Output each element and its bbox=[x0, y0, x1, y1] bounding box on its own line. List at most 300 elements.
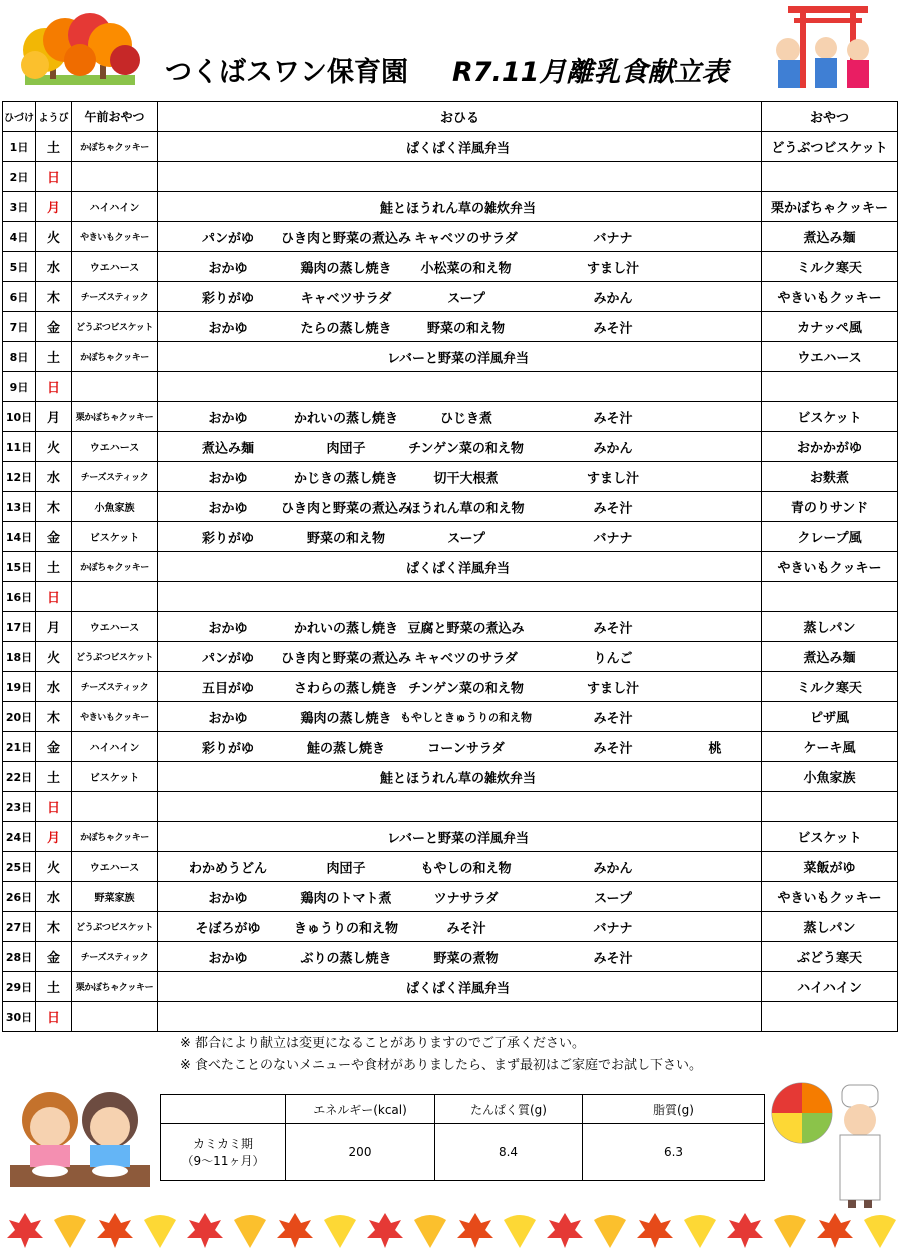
cell-morning-snack: ウエハース bbox=[72, 252, 158, 282]
header-day: ひづけ bbox=[3, 102, 36, 132]
cell-lunch bbox=[158, 582, 762, 612]
cell-day: 15日 bbox=[3, 552, 36, 582]
cell-morning-snack bbox=[72, 582, 158, 612]
header-lunch: おひる bbox=[158, 102, 762, 132]
cell-afternoon-snack: ウエハース bbox=[762, 342, 898, 372]
cell-lunch bbox=[158, 612, 762, 642]
cell-day: 24日 bbox=[3, 822, 36, 852]
lunch-item: 豆腐と野菜の煮込み bbox=[407, 621, 525, 636]
stage-name: カミカミ期 bbox=[192, 1137, 253, 1151]
cell-weekday: 金 bbox=[36, 312, 72, 342]
cell-weekday: 土 bbox=[36, 342, 72, 372]
table-row bbox=[3, 552, 898, 582]
cell-morning-snack bbox=[72, 792, 158, 822]
lunch-item: 鶏肉のトマト煮 bbox=[300, 891, 392, 906]
lunch-item: 五目がゆ bbox=[201, 681, 255, 696]
lunch-combined: レバーと野菜の洋風弁当 bbox=[386, 831, 530, 846]
table-row bbox=[3, 1002, 898, 1032]
autumn-tree-illustration bbox=[5, 5, 155, 93]
lunch-item: おかゆ bbox=[208, 471, 248, 486]
lunch-item: みそ汁 bbox=[593, 951, 633, 966]
lunch-item: おかゆ bbox=[208, 891, 248, 906]
cell-afternoon-snack: 煮込み麺 bbox=[762, 222, 898, 252]
lunch-item: 野菜の和え物 bbox=[426, 321, 506, 336]
cell-afternoon-snack: 青のりサンド bbox=[762, 492, 898, 522]
leaf-icon bbox=[277, 1213, 313, 1248]
nutrition-blank-cell bbox=[161, 1095, 286, 1124]
cell-day: 10日 bbox=[3, 402, 36, 432]
cell-day: 29日 bbox=[3, 972, 36, 1002]
cell-morning-snack: 栗かぼちゃクッキー bbox=[72, 972, 158, 1002]
cell-day: 16日 bbox=[3, 582, 36, 612]
cell-weekday: 火 bbox=[36, 432, 72, 462]
cell-day: 19日 bbox=[3, 672, 36, 702]
cell-lunch bbox=[158, 702, 762, 732]
nutrition-header: たんぱく質(g) bbox=[435, 1095, 583, 1124]
cell-afternoon-snack: 煮込み麺 bbox=[762, 642, 898, 672]
cell-weekday: 土 bbox=[36, 552, 72, 582]
cell-day: 3日 bbox=[3, 192, 36, 222]
cell-morning-snack: ハイハイン bbox=[72, 192, 158, 222]
cell-day: 30日 bbox=[3, 1002, 36, 1032]
cell-weekday: 木 bbox=[36, 912, 72, 942]
cell-afternoon-snack bbox=[762, 372, 898, 402]
lunch-item: かれいの蒸し焼き bbox=[293, 411, 399, 426]
lunch-item: おかゆ bbox=[208, 261, 248, 276]
lunch-combined: ぱくぱく洋風弁当 bbox=[405, 141, 511, 156]
lunch-combined: 鮭とほうれん草の雑炊弁当 bbox=[379, 201, 537, 216]
cell-lunch bbox=[158, 282, 762, 312]
lunch-combined: レバーと野菜の洋風弁当 bbox=[386, 351, 530, 366]
leaf-icon bbox=[414, 1215, 446, 1248]
cell-afternoon-snack: 菜飯がゆ bbox=[762, 852, 898, 882]
lunch-item: ツナサラダ bbox=[433, 891, 499, 906]
table-row bbox=[3, 912, 898, 942]
leaf-icon bbox=[367, 1213, 403, 1248]
table-row bbox=[3, 402, 898, 432]
cell-lunch bbox=[158, 312, 762, 342]
cell-afternoon-snack bbox=[762, 1002, 898, 1032]
table-row bbox=[3, 462, 898, 492]
lunch-item: 小松菜の和え物 bbox=[420, 261, 512, 276]
header-morning-snack: 午前おやつ bbox=[72, 102, 158, 132]
nutrition-value: 6.3 bbox=[583, 1124, 765, 1181]
cell-afternoon-snack: ミルク寒天 bbox=[762, 672, 898, 702]
lunch-item: キャベツサラダ bbox=[300, 291, 392, 306]
table-row bbox=[3, 792, 898, 822]
lunch-item: ひき肉と野菜の煮込み bbox=[280, 231, 412, 246]
lunch-item: チンゲン菜の和え物 bbox=[408, 441, 524, 456]
cell-day: 23日 bbox=[3, 792, 36, 822]
lunch-item: りんご bbox=[593, 651, 633, 666]
table-row bbox=[3, 942, 898, 972]
cell-morning-snack: 小魚家族 bbox=[72, 492, 158, 522]
lunch-item: ひき肉と野菜の煮込み bbox=[280, 651, 412, 666]
leaf-icon bbox=[684, 1215, 716, 1248]
lunch-item: もやしときゅうりの和え物 bbox=[400, 710, 532, 724]
leaf-icon bbox=[324, 1215, 356, 1248]
cell-lunch bbox=[158, 882, 762, 912]
cell-afternoon-snack: 小魚家族 bbox=[762, 762, 898, 792]
note-line: ※ 食べたことのないメニューや食材がありましたら、まず最初はご家庭でお試し下さい。 bbox=[180, 1058, 703, 1073]
lunch-item: みそ汁 bbox=[446, 921, 486, 936]
cell-day: 21日 bbox=[3, 732, 36, 762]
cell-day: 9日 bbox=[3, 372, 36, 402]
nutrition-value: 8.4 bbox=[435, 1124, 583, 1181]
table-header-row bbox=[3, 102, 898, 132]
table-row bbox=[3, 222, 898, 252]
cell-lunch bbox=[158, 522, 762, 552]
cell-afternoon-snack: ピザ風 bbox=[762, 702, 898, 732]
cell-morning-snack: ウエハース bbox=[72, 432, 158, 462]
leaf-icon bbox=[457, 1213, 493, 1248]
lunch-item: みそ汁 bbox=[593, 321, 633, 336]
cell-lunch bbox=[158, 672, 762, 702]
lunch-item: おかゆ bbox=[208, 501, 248, 516]
lunch-item: おかゆ bbox=[208, 951, 248, 966]
cell-afternoon-snack: お麩煮 bbox=[762, 462, 898, 492]
cell-weekday: 日 bbox=[36, 1002, 72, 1032]
lunch-item: きゅうりの和え物 bbox=[293, 921, 399, 936]
cell-day: 4日 bbox=[3, 222, 36, 252]
lunch-item: 彩りがゆ bbox=[201, 741, 255, 756]
cell-afternoon-snack: どうぶつビスケット bbox=[762, 132, 898, 162]
cell-weekday: 土 bbox=[36, 132, 72, 162]
lunch-item: スープ bbox=[447, 531, 485, 546]
cell-afternoon-snack: ハイハイン bbox=[762, 972, 898, 1002]
lunch-combined: 鮭とほうれん草の雑炊弁当 bbox=[379, 771, 537, 786]
cell-morning-snack: ウエハース bbox=[72, 612, 158, 642]
lunch-item: おかゆ bbox=[208, 621, 248, 636]
cell-morning-snack: ウエハース bbox=[72, 852, 158, 882]
nutrition-table bbox=[160, 1094, 765, 1181]
cell-day: 1日 bbox=[3, 132, 36, 162]
cell-morning-snack: かぼちゃクッキー bbox=[72, 552, 158, 582]
cell-day: 13日 bbox=[3, 492, 36, 522]
table-row bbox=[3, 522, 898, 552]
cell-weekday: 木 bbox=[36, 282, 72, 312]
cell-afternoon-snack: カナッペ風 bbox=[762, 312, 898, 342]
school-name: つくばスワン保育園 bbox=[165, 57, 408, 88]
cell-afternoon-snack: ぶどう寒天 bbox=[762, 942, 898, 972]
lunch-item: 肉団子 bbox=[326, 861, 366, 876]
cell-day: 22日 bbox=[3, 762, 36, 792]
table-row bbox=[3, 132, 898, 162]
table-row bbox=[3, 312, 898, 342]
lunch-item: バナナ bbox=[593, 231, 633, 246]
lunch-item: もやしの和え物 bbox=[420, 861, 512, 876]
menu-table bbox=[2, 101, 898, 1032]
lunch-item: 鶏肉の蒸し焼き bbox=[300, 711, 392, 726]
cell-morning-snack: かぼちゃクッキー bbox=[72, 132, 158, 162]
lunch-item: ほうれん草の和え物 bbox=[407, 501, 525, 516]
cell-afternoon-snack: ビスケット bbox=[762, 402, 898, 432]
cell-weekday: 土 bbox=[36, 972, 72, 1002]
cell-day: 17日 bbox=[3, 612, 36, 642]
nutrition-value-row bbox=[161, 1124, 765, 1181]
cell-lunch bbox=[158, 852, 762, 882]
cell-lunch bbox=[158, 342, 762, 372]
lunch-item: みそ汁 bbox=[593, 741, 633, 756]
lunch-item: みかん bbox=[593, 861, 633, 876]
cell-weekday: 水 bbox=[36, 672, 72, 702]
table-row bbox=[3, 672, 898, 702]
cell-afternoon-snack bbox=[762, 582, 898, 612]
cell-day: 12日 bbox=[3, 462, 36, 492]
cell-lunch bbox=[158, 942, 762, 972]
lunch-item: 彩りがゆ bbox=[201, 291, 255, 306]
lunch-item: 野菜の和え物 bbox=[306, 531, 386, 546]
lunch-item: わかめうどん bbox=[188, 861, 268, 876]
leaf-icon bbox=[774, 1215, 806, 1248]
cell-afternoon-snack: ビスケット bbox=[762, 822, 898, 852]
leaf-icon bbox=[547, 1213, 583, 1248]
lunch-item: 野菜の煮物 bbox=[433, 951, 499, 966]
lunch-item: パンがゆ bbox=[201, 231, 255, 246]
lunch-item: そぼろがゆ bbox=[195, 921, 261, 936]
lunch-item: パンがゆ bbox=[201, 651, 255, 666]
leaf-icon bbox=[817, 1213, 853, 1248]
cell-weekday: 金 bbox=[36, 732, 72, 762]
cell-afternoon-snack: 蒸しパン bbox=[762, 612, 898, 642]
header-weekday: ようび bbox=[36, 102, 72, 132]
cell-afternoon-snack: おかかがゆ bbox=[762, 432, 898, 462]
cell-day: 20日 bbox=[3, 702, 36, 732]
cell-morning-snack bbox=[72, 1002, 158, 1032]
cell-morning-snack: どうぶつビスケット bbox=[72, 642, 158, 672]
cell-day: 25日 bbox=[3, 852, 36, 882]
table-row bbox=[3, 822, 898, 852]
cell-weekday: 火 bbox=[36, 222, 72, 252]
lunch-item: みそ汁 bbox=[593, 621, 633, 636]
leaf-icon bbox=[54, 1215, 86, 1248]
lunch-item: すまし汁 bbox=[586, 261, 640, 276]
cell-afternoon-snack bbox=[762, 162, 898, 192]
leaf-icon bbox=[727, 1213, 763, 1248]
cell-weekday: 月 bbox=[36, 822, 72, 852]
cell-day: 11日 bbox=[3, 432, 36, 462]
cell-lunch bbox=[158, 1002, 762, 1032]
cell-weekday: 火 bbox=[36, 852, 72, 882]
chef-illustration bbox=[770, 1075, 895, 1210]
cell-day: 27日 bbox=[3, 912, 36, 942]
lunch-item: かれいの蒸し焼き bbox=[293, 621, 399, 636]
cell-morning-snack: かぼちゃクッキー bbox=[72, 822, 158, 852]
lunch-item: みそ汁 bbox=[593, 411, 633, 426]
cell-weekday: 月 bbox=[36, 612, 72, 642]
cell-weekday: 金 bbox=[36, 942, 72, 972]
lunch-item: コーンサラダ bbox=[427, 741, 505, 756]
cell-lunch bbox=[158, 222, 762, 252]
cell-weekday: 日 bbox=[36, 372, 72, 402]
lunch-item: さわらの蒸し焼き bbox=[293, 681, 399, 696]
cell-morning-snack: やきいもクッキー bbox=[72, 702, 158, 732]
cell-lunch bbox=[158, 822, 762, 852]
table-row bbox=[3, 342, 898, 372]
cell-day: 6日 bbox=[3, 282, 36, 312]
nutrition-header-row bbox=[161, 1095, 765, 1124]
menu-title: R7.11月離乳食献立表 bbox=[452, 57, 729, 88]
cell-day: 26日 bbox=[3, 882, 36, 912]
cell-lunch bbox=[158, 912, 762, 942]
lunch-item: すまし汁 bbox=[586, 681, 640, 696]
cell-lunch bbox=[158, 252, 762, 282]
lunch-item: ぶりの蒸し焼き bbox=[300, 951, 392, 966]
cell-lunch bbox=[158, 372, 762, 402]
shrine-children-illustration bbox=[768, 0, 898, 98]
cell-morning-snack: ビスケット bbox=[72, 522, 158, 552]
lunch-item: おかゆ bbox=[208, 711, 248, 726]
lunch-item: ひじき煮 bbox=[439, 411, 493, 426]
cell-day: 7日 bbox=[3, 312, 36, 342]
lunch-item: バナナ bbox=[593, 531, 633, 546]
leaf-icon bbox=[97, 1213, 133, 1248]
cell-weekday: 木 bbox=[36, 702, 72, 732]
cell-weekday: 日 bbox=[36, 582, 72, 612]
cell-lunch bbox=[158, 162, 762, 192]
cell-lunch bbox=[158, 492, 762, 522]
table-row bbox=[3, 492, 898, 522]
lunch-item: おかゆ bbox=[208, 321, 248, 336]
cell-lunch bbox=[158, 132, 762, 162]
lunch-combined: ぱくぱく洋風弁当 bbox=[405, 981, 511, 996]
cell-afternoon-snack bbox=[762, 792, 898, 822]
table-row bbox=[3, 192, 898, 222]
table-row bbox=[3, 372, 898, 402]
table-row bbox=[3, 882, 898, 912]
table-row bbox=[3, 852, 898, 882]
table-row bbox=[3, 732, 898, 762]
note-line: ※ 都合により献立は変更になることがありますのでご了承ください。 bbox=[180, 1036, 586, 1051]
table-row bbox=[3, 762, 898, 792]
lunch-item: スープ bbox=[447, 291, 485, 306]
lunch-item: みかん bbox=[593, 441, 633, 456]
cell-day: 28日 bbox=[3, 942, 36, 972]
cell-weekday: 日 bbox=[36, 162, 72, 192]
lunch-item: すまし汁 bbox=[586, 471, 640, 486]
lunch-item: 彩りがゆ bbox=[201, 531, 255, 546]
cell-afternoon-snack: ミルク寒天 bbox=[762, 252, 898, 282]
nutrition-value: 200 bbox=[286, 1124, 435, 1181]
cell-morning-snack: かぼちゃクッキー bbox=[72, 342, 158, 372]
table-row bbox=[3, 582, 898, 612]
lunch-item: 鶏肉の蒸し焼き bbox=[300, 261, 392, 276]
cell-lunch bbox=[158, 552, 762, 582]
cell-morning-snack: やきいもクッキー bbox=[72, 222, 158, 252]
lunch-item: 肉団子 bbox=[326, 441, 366, 456]
page-title bbox=[165, 50, 728, 89]
lunch-item: キャベツのサラダ bbox=[414, 231, 518, 246]
table-row bbox=[3, 432, 898, 462]
lunch-item: スープ bbox=[594, 891, 632, 906]
cell-morning-snack: 栗かぼちゃクッキー bbox=[72, 402, 158, 432]
table-row bbox=[3, 612, 898, 642]
cell-morning-snack: ビスケット bbox=[72, 762, 158, 792]
cell-afternoon-snack: 栗かぼちゃクッキー bbox=[762, 192, 898, 222]
nutrition-stage bbox=[161, 1124, 286, 1181]
cell-lunch bbox=[158, 792, 762, 822]
cell-lunch bbox=[158, 402, 762, 432]
cell-weekday: 金 bbox=[36, 522, 72, 552]
cell-morning-snack: どうぶつビスケット bbox=[72, 912, 158, 942]
leaf-icon bbox=[234, 1215, 266, 1248]
table-row bbox=[3, 972, 898, 1002]
cell-morning-snack: 野菜家族 bbox=[72, 882, 158, 912]
lunch-item: 煮込み麺 bbox=[201, 441, 255, 456]
cell-afternoon-snack: やきいもクッキー bbox=[762, 282, 898, 312]
cell-morning-snack: チーズスティック bbox=[72, 282, 158, 312]
lunch-item: 切干大根煮 bbox=[433, 471, 499, 486]
header-afternoon-snack: おやつ bbox=[762, 102, 898, 132]
lunch-item: みかん bbox=[593, 291, 633, 306]
cell-lunch bbox=[158, 732, 762, 762]
cell-afternoon-snack: クレープ風 bbox=[762, 522, 898, 552]
lunch-item: おかゆ bbox=[208, 411, 248, 426]
lunch-item: かじきの蒸し焼き bbox=[293, 471, 399, 486]
lunch-item: チンゲン菜の和え物 bbox=[408, 681, 524, 696]
table-row bbox=[3, 282, 898, 312]
table-row bbox=[3, 702, 898, 732]
nutrition-header: エネルギー(kcal) bbox=[286, 1095, 435, 1124]
lunch-item: たらの蒸し焼き bbox=[300, 321, 392, 336]
cell-afternoon-snack: 蒸しパン bbox=[762, 912, 898, 942]
cell-lunch bbox=[158, 192, 762, 222]
cell-lunch bbox=[158, 642, 762, 672]
page-header bbox=[0, 0, 900, 100]
table-row bbox=[3, 252, 898, 282]
lunch-item: バナナ bbox=[593, 921, 633, 936]
cell-lunch bbox=[158, 762, 762, 792]
cell-weekday: 火 bbox=[36, 642, 72, 672]
cell-lunch bbox=[158, 462, 762, 492]
cell-weekday: 水 bbox=[36, 462, 72, 492]
cell-afternoon-snack: やきいもクッキー bbox=[762, 882, 898, 912]
cell-morning-snack bbox=[72, 372, 158, 402]
cell-morning-snack: チーズスティック bbox=[72, 942, 158, 972]
leaf-icon bbox=[504, 1215, 536, 1248]
lunch-item: みそ汁 bbox=[593, 711, 633, 726]
autumn-leaves-border bbox=[0, 1208, 900, 1253]
cell-morning-snack: チーズスティック bbox=[72, 672, 158, 702]
cell-day: 14日 bbox=[3, 522, 36, 552]
leaf-icon bbox=[7, 1213, 43, 1248]
table-row bbox=[3, 642, 898, 672]
cell-morning-snack: どうぶつビスケット bbox=[72, 312, 158, 342]
cell-day: 8日 bbox=[3, 342, 36, 372]
cell-weekday: 月 bbox=[36, 402, 72, 432]
cell-morning-snack: チーズスティック bbox=[72, 462, 158, 492]
leaf-icon bbox=[144, 1215, 176, 1248]
lunch-item: みそ汁 bbox=[593, 501, 633, 516]
cell-weekday: 木 bbox=[36, 492, 72, 522]
notes bbox=[180, 1033, 702, 1077]
lunch-item: 鮭の蒸し焼き bbox=[306, 741, 386, 756]
cell-day: 2日 bbox=[3, 162, 36, 192]
cell-weekday: 水 bbox=[36, 882, 72, 912]
cell-afternoon-snack: ケーキ風 bbox=[762, 732, 898, 762]
cell-weekday: 水 bbox=[36, 252, 72, 282]
cell-weekday: 日 bbox=[36, 792, 72, 822]
cell-morning-snack: ハイハイン bbox=[72, 732, 158, 762]
cell-afternoon-snack: やきいもクッキー bbox=[762, 552, 898, 582]
cell-day: 5日 bbox=[3, 252, 36, 282]
table-row bbox=[3, 162, 898, 192]
cell-lunch bbox=[158, 972, 762, 1002]
leaf-icon bbox=[864, 1215, 896, 1248]
cell-lunch bbox=[158, 432, 762, 462]
cell-morning-snack bbox=[72, 162, 158, 192]
leaf-icon bbox=[637, 1213, 673, 1248]
